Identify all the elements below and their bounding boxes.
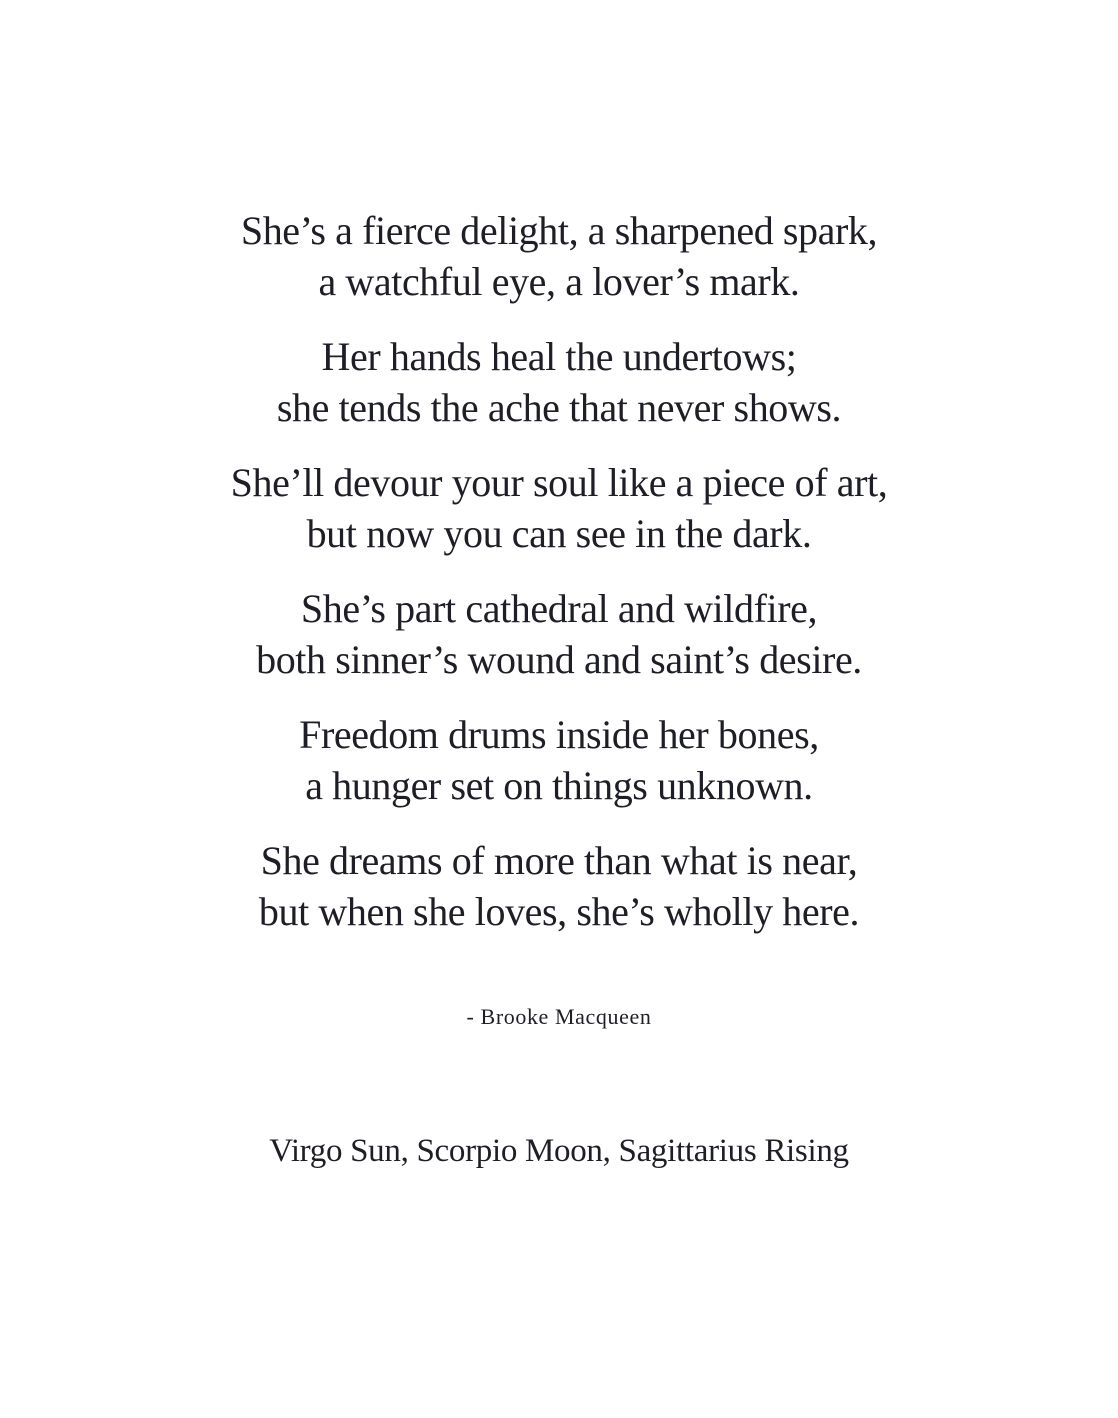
poem-line: Freedom drums inside her bones, — [299, 712, 819, 757]
poem-line: she tends the ache that never shows. — [276, 385, 842, 430]
poem-line: Her hands heal the undertows; — [321, 334, 797, 379]
poem-line: but now you can see in the dark. — [306, 511, 812, 556]
author-credit: - Brooke Macqueen — [466, 1004, 652, 1029]
poem-line: both sinner’s wound and saint’s desire. — [256, 637, 862, 682]
poem-line: She dreams of more than what is near, — [260, 838, 858, 883]
poem-line: but when she loves, she’s wholly here. — [258, 889, 860, 934]
poem-line: a hunger set on things unknown. — [305, 763, 813, 808]
poem-line: She’s part cathedral and wildfire, — [300, 586, 818, 631]
poem-line: She’s a fierce delight, a sharpened spark, — [240, 208, 878, 253]
stanza-3 — [0, 457, 1118, 559]
poem-line: She’ll devour your soul like a piece of art, — [230, 460, 888, 505]
stanza-5 — [0, 709, 1118, 811]
poem-line: a watchful eye, a lover’s mark. — [318, 259, 800, 304]
poem — [0, 205, 1118, 961]
stanza-4 — [0, 583, 1118, 685]
stanza-6 — [0, 835, 1118, 937]
stanza-2 — [0, 331, 1118, 433]
astrology-signs: Virgo Sun, Scorpio Moon, Sagittarius Rising — [269, 1133, 849, 1169]
stanza-1 — [0, 205, 1118, 307]
